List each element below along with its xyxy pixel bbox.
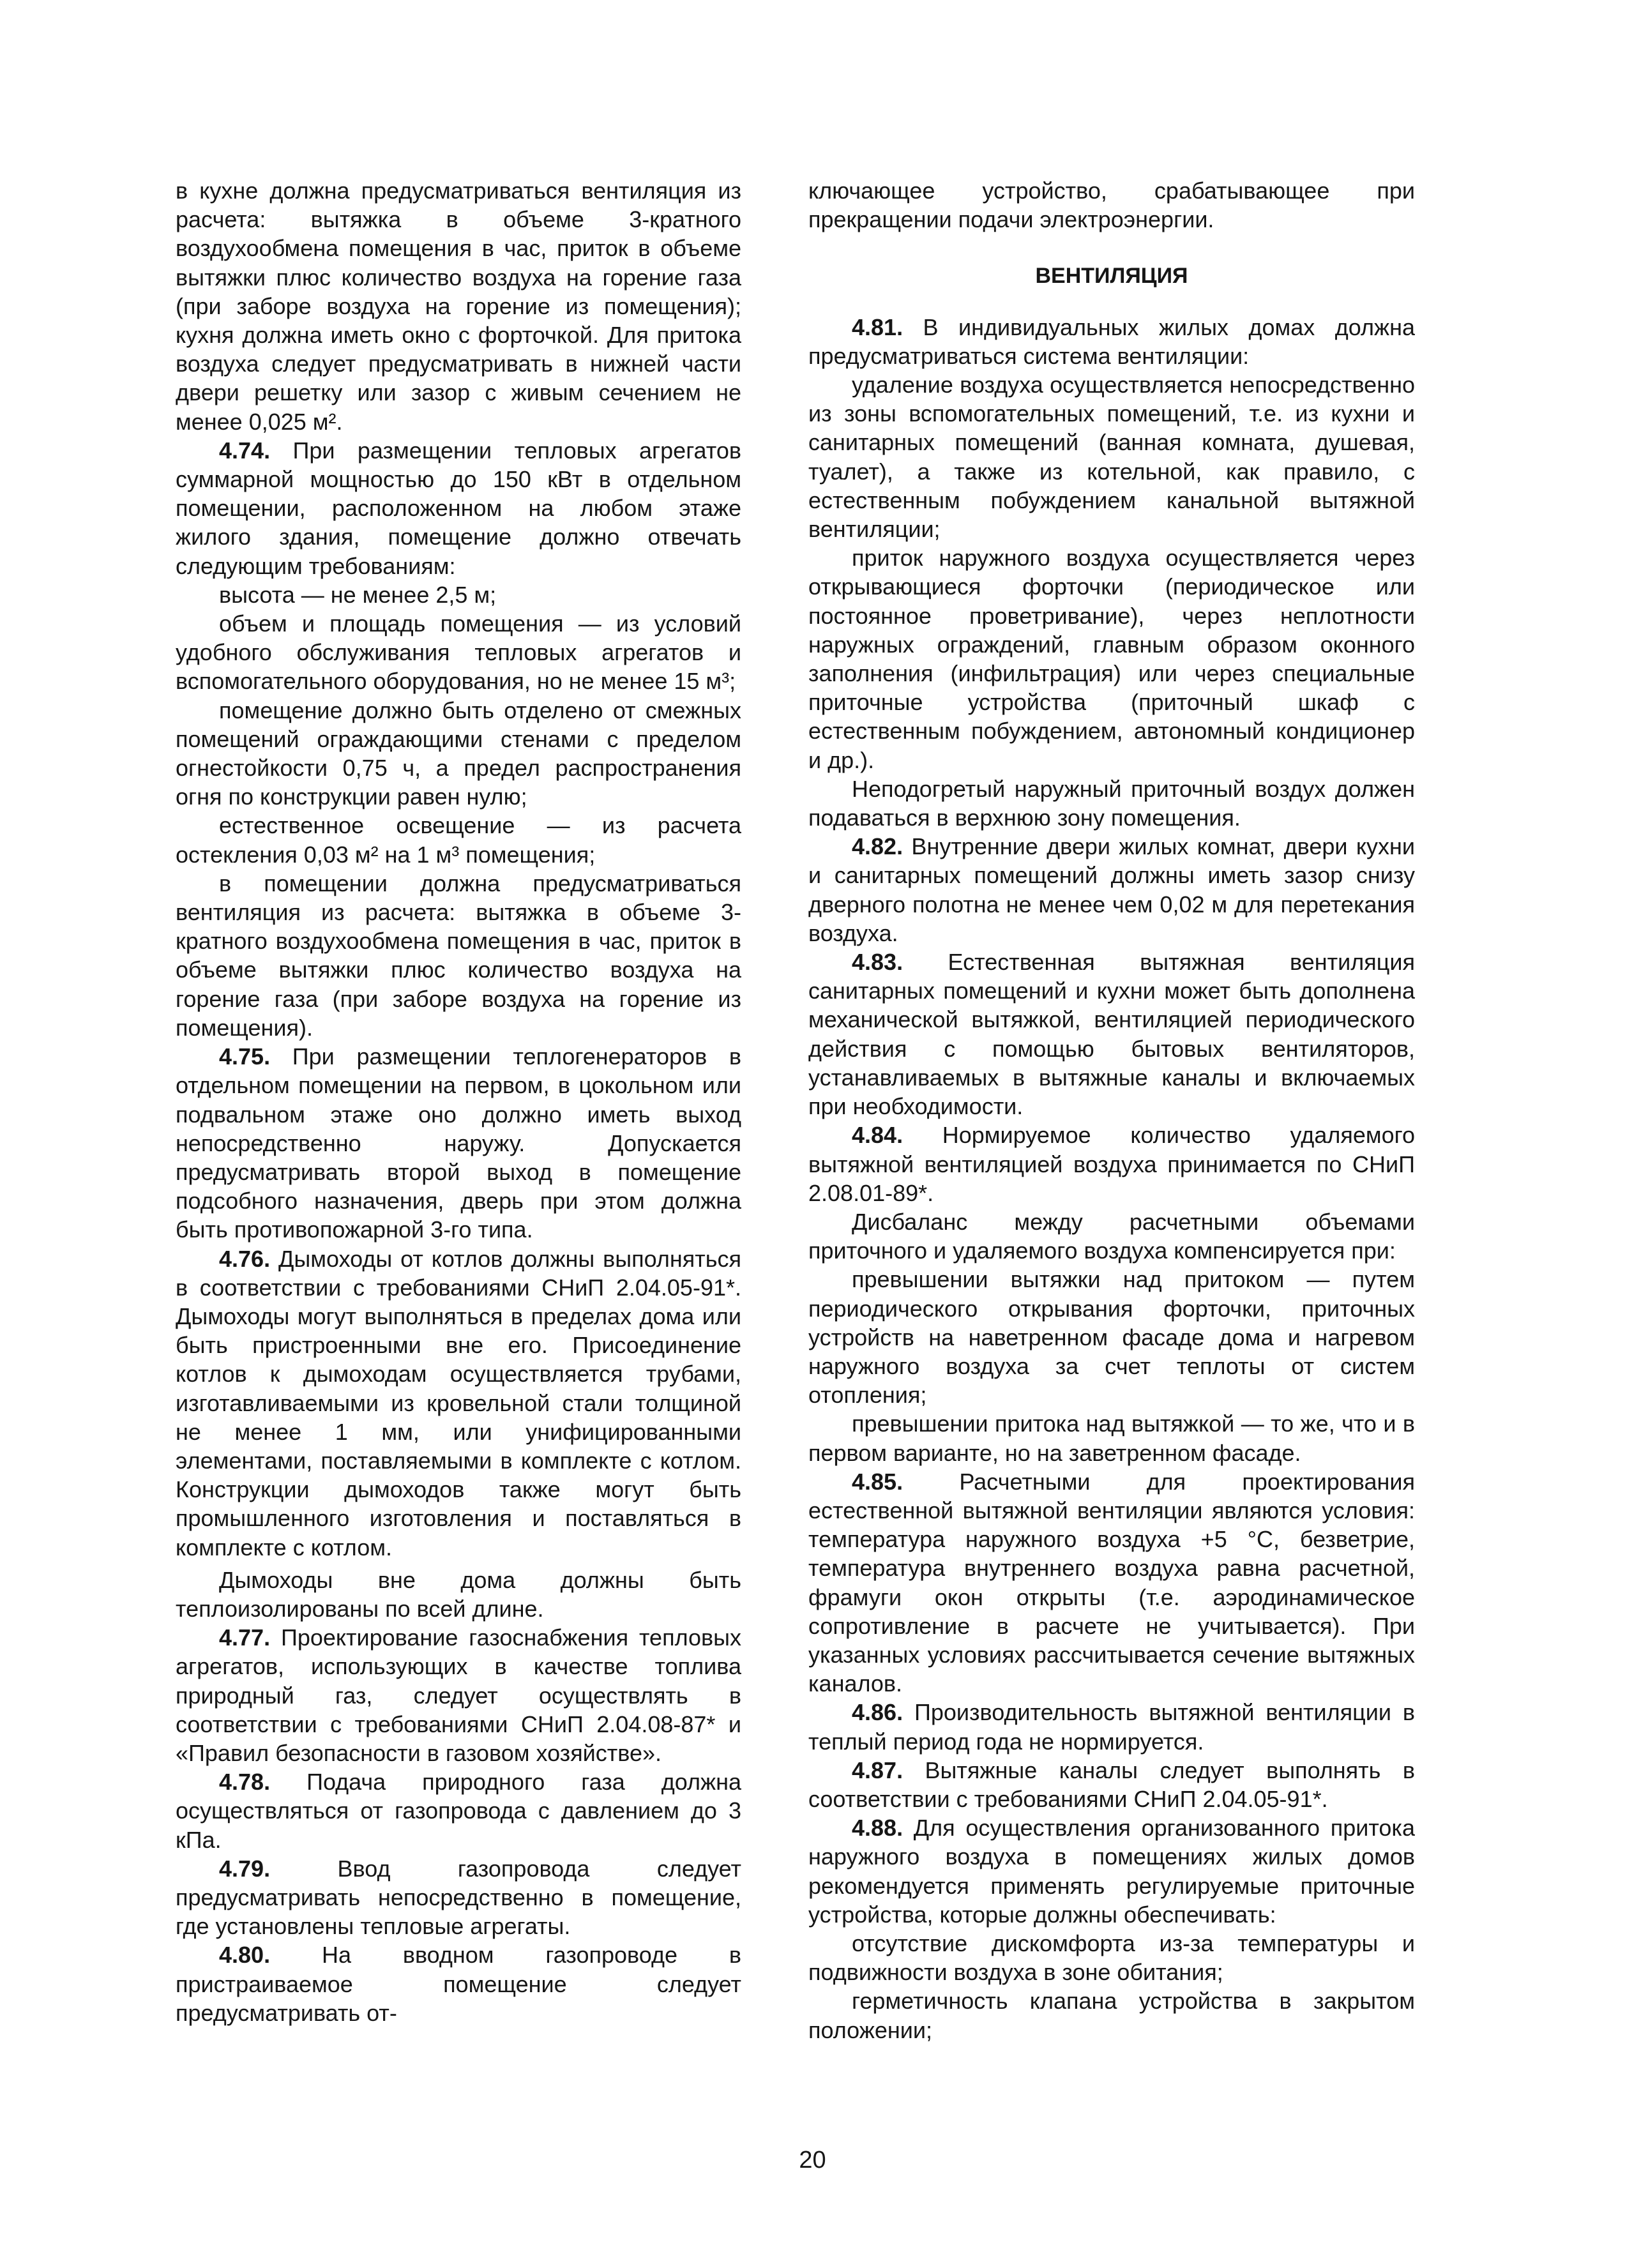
paragraph: Дымоходы от котлов должны выполняться в соответствии с требованиями СНиП 2.04.05-91*. Дымоходы могут выполняться в пределах дома или быть пристроенными вне его. Присоединение котлов к дымоходам осуществляется трубами, изготавливаемыми из кровельной стали толщиной не менее 1 мм, или унифицированными элементами, поставляемыми в комплекте с котлом. Конструкции дымоходов также могут быть промышленного изготовления и поставляться в комплекте с котлом. [176, 1245, 741, 1561]
paragraph: Производительность вытяжной вентиляции в теплый период года не нормируется. [808, 1699, 1415, 1755]
section-number: 4.75. [219, 1043, 271, 1070]
paragraph: Дисбаланс между расчетными объемами приточного и удаляемого воздуха компенсируется при: [808, 1208, 1415, 1264]
paragraph: Подача природного газа должна осуществляться от газопровода с давлением до 3 кПа. [176, 1769, 741, 1853]
section-number: 4.79. [219, 1855, 271, 1882]
list-item: удаление воздуха осуществляется непосредственно из зоны вспомогательных помещений, т.е. из кухни и санитарных помещений (ванная комната, душевая, туалет), а также из котельной, как правило, с естественным побуждением канальной вытяжной вентиляции; [808, 372, 1415, 543]
section-number: 4.76. [219, 1245, 271, 1272]
page-number: 20 [799, 2147, 826, 2174]
paragraph: Дымоходы вне дома должны быть теплоизолированы по всей длине. [176, 1566, 741, 1622]
paragraph: Расчетными для проектирования естественной вытяжной вентиляции являются условия: температура наружного воздуха +5 °С, безветрие, температура внутреннего воздуха равна расчетной, фрамуги окон открыты (т.е. аэродинамическое сопротивление в расчете не учитывается). При указанных условиях рассчитывается сечение вытяжных каналов. [808, 1468, 1415, 1697]
paragraph: в кухне должна предусматриваться вентиляция из расчета: вытяжка в объеме 3-кратного воздухообмена помещения в час, приток в объеме вытяжки плюс количество воздуха на горение газа (при заборе воздуха на горение из помещения); кухня должна иметь окно с форточкой. Для притока воздуха следует предусматривать в нижней части двери решетку или зазор с живым сечением не менее 0,025 м². [176, 178, 741, 435]
paragraph: При размещении теплогенераторов в отдельном помещении на первом, в цокольном или подвальном этаже оно должно иметь выход непосредственно наружу. Допускается предусматривать второй выход в помещение подсобного назначения, дверь при этом должна быть противопожарной 3-го типа. [176, 1043, 741, 1243]
section-number: 4.85. [852, 1468, 903, 1495]
paragraph: Проектирование газоснабжения тепловых агрегатов, использующих в качестве топлива природный газ, следует осуществлять в соответствии с требованиями СНиП 2.04.08-87* и «Правил безопасности в газовом хозяйстве». [176, 1624, 741, 1766]
list-item: в помещении должна предусматриваться вентиляция из расчета: вытяжка в объеме 3-кратного воздухообмена помещения в час, приток в объеме вытяжки плюс количество воздуха на горение газа (при заборе воздуха на горение из помещения). [176, 870, 741, 1041]
list-item: высота — не менее 2,5 м; [219, 581, 497, 608]
section-number: 4.84. [852, 1122, 903, 1149]
list-item: приток наружного воздуха осуществляется через открывающиеся форточки (периодическое или постоянное проветривание), через неплотности наружных ограждений, главным образом оконного заполнения (инфильтрация) или через специальные приточные устройства (приточный шкаф с естественным побуждением, автономный кондиционер и др.). [808, 545, 1415, 773]
list-item: помещение должно быть отделено от смежных помещений ограждающими стенами с пределом огнестойкости 0,75 ч, а предел распространения огня по конструкции равен нулю; [176, 697, 741, 810]
paragraph: Ввод газопровода следует предусматривать непосредственно в помещение, где установлены тепловые агрегаты. [176, 1855, 741, 1940]
list-item: отсутствие дискомфорта из-за температуры и подвижности воздуха в зоне обитания; [808, 1930, 1415, 1986]
section-number: 4.87. [852, 1757, 903, 1783]
section-number: 4.86. [852, 1699, 903, 1726]
section-number: 4.74. [219, 437, 271, 464]
paragraph: Вытяжные каналы следует выполнять в соответствии с требованиями СНиП 2.04.05-91*. [808, 1757, 1415, 1812]
section-heading: ВЕНТИЛЯЦИЯ [1035, 264, 1188, 289]
paragraph: Для осуществления организованного притока наружного воздуха в помещениях жилых домов рекомендуется применять регулируемые приточные устройства, которые должны обеспечивать: [808, 1815, 1415, 1928]
left-column [176, 176, 741, 2027]
section-number: 4.82. [852, 833, 903, 860]
list-item: естественное освещение — из расчета остекления 0,03 м² на 1 м³ помещения; [176, 812, 741, 868]
paragraph: ключающее устройство, срабатывающее при прекращении подачи электроэнергии. [808, 178, 1415, 233]
paragraph: Естественная вытяжная вентиляция санитарных помещений и кухни может быть дополнена механической вытяжкой, вентиляцией периодического действия с помощью бытовых вентиляторов, устанавливаемых в вытяжные каналы и включаемых при необходимости. [808, 949, 1415, 1120]
paragraph: В индивидуальных жилых домах должна предусматриваться система вентиляции: [808, 314, 1415, 369]
list-item: объем и площадь помещения — из условий удобного обслуживания тепловых агрегатов и вспомогательного оборудования, но не менее 15 м³; [176, 610, 741, 695]
right-column [808, 176, 1415, 2045]
list-item: превышении вытяжки над притоком — путем периодического открывания форточки, приточных устройств на наветренном фасаде дома и нагревом наружного воздуха за счет теплоты от систем отопления; [808, 1266, 1415, 1409]
list-item: герметичность клапана устройства в закрытом положении; [808, 1988, 1415, 2043]
section-number: 4.88. [852, 1815, 903, 1841]
paragraph: На вводном газопроводе в пристраиваемое помещение следует предусматривать от- [176, 1942, 741, 2026]
paragraph: При размещении тепловых агрегатов суммарной мощностью до 150 кВт в отдельном помещении, расположенном на любом этаже жилого здания, помещение должно отвечать следующим требованиям: [176, 437, 741, 579]
paragraph: Нормируемое количество удаляемого вытяжной вентиляцией воздуха принимается по СНиП 2.08.01-89*. [808, 1122, 1415, 1206]
section-number: 4.81. [852, 314, 903, 340]
paragraph: Неподогретый наружный приточный воздух должен подаваться в верхнюю зону помещения. [808, 775, 1415, 831]
section-number: 4.78. [219, 1769, 271, 1796]
section-number: 4.80. [219, 1942, 271, 1969]
section-number: 4.83. [852, 949, 903, 976]
paragraph: Внутренние двери жилых комнат, двери кухни и санитарных помещений должны иметь зазор снизу дверного полотна не менее чем 0,02 м для перетекания воздуха. [808, 833, 1415, 946]
list-item: превышении притока над вытяжкой — то же, что и в первом варианте, но на заветренном фасаде. [808, 1410, 1415, 1466]
section-number: 4.77. [219, 1624, 271, 1651]
